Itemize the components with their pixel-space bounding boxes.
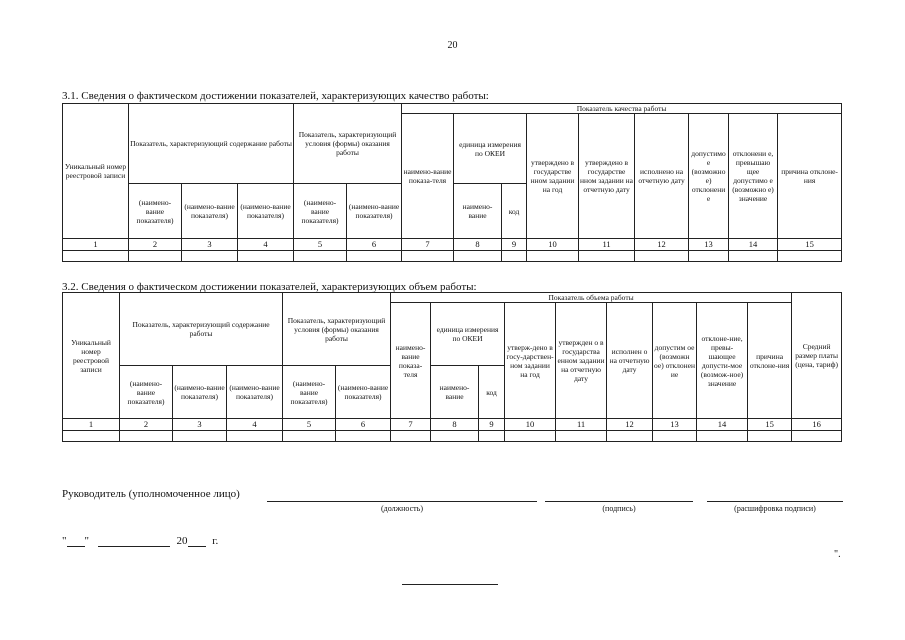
empty-cell[interactable] xyxy=(238,251,294,262)
header-content-indicator-3: (наимено-вание показателя) xyxy=(238,184,294,239)
empty-cell[interactable] xyxy=(556,431,607,442)
column-number: 11 xyxy=(579,239,635,251)
column-number: 11 xyxy=(556,419,607,431)
header-volume-group: Показатель объема работы xyxy=(391,293,792,303)
column-number: 14 xyxy=(697,419,748,431)
column-number: 6 xyxy=(347,239,402,251)
header-unique-number: Уникальный номер реестровой записи xyxy=(63,293,120,419)
empty-cell[interactable] xyxy=(653,431,697,442)
column-number: 15 xyxy=(748,419,792,431)
section-title-quality: 3.1. Сведения о фактическом достижении показателей, характеризующих качество работы: xyxy=(62,90,489,102)
column-number: 6 xyxy=(336,419,391,431)
column-number: 9 xyxy=(502,239,527,251)
header-condition-indicator-1: (наимено-вание показателя) xyxy=(283,366,336,419)
column-number: 10 xyxy=(505,419,556,431)
header-indicator-name: наимено-вание показа-теля xyxy=(402,114,454,239)
column-number: 14 xyxy=(729,239,778,251)
header-condition-indicator-1: (наимено-вание показателя) xyxy=(294,184,347,239)
column-numbers-row xyxy=(63,239,842,251)
header-conditions-group: Показатель, характеризующий условия (формы) оказания работы xyxy=(294,104,402,184)
volume-table xyxy=(62,292,842,442)
header-unit-name: наимено-вание xyxy=(454,184,502,239)
footer-separator xyxy=(402,584,498,585)
empty-cell[interactable] xyxy=(173,431,227,442)
header-unit-group: единица измерения по ОКЕИ xyxy=(431,303,505,366)
column-number: 4 xyxy=(227,419,283,431)
header-quality-group: Показатель качества работы xyxy=(402,104,842,114)
year-prefix: 20 xyxy=(176,535,188,547)
empty-cell[interactable] xyxy=(227,431,283,442)
header-reason: причина отклоне-ния xyxy=(778,114,842,239)
header-content-indicator-2: (наимено-вание показателя) xyxy=(173,366,227,419)
year-blank[interactable] xyxy=(188,536,206,547)
empty-cell[interactable] xyxy=(729,251,778,262)
empty-cell[interactable] xyxy=(182,251,238,262)
column-number: 8 xyxy=(454,239,502,251)
trailing-quote: ". xyxy=(834,549,841,560)
empty-cell[interactable] xyxy=(63,431,120,442)
column-number: 7 xyxy=(402,239,454,251)
column-number: 5 xyxy=(294,239,347,251)
header-fulfilled: исполнен о на отчетную дату xyxy=(607,303,653,419)
header-unit-name: наимено-вание xyxy=(431,366,479,419)
header-approved-date: утверждено в государстве нном задании на отчетную дату xyxy=(579,114,635,239)
header-fulfilled: исполнено на отчетную дату xyxy=(635,114,689,239)
column-number: 2 xyxy=(120,419,173,431)
signature-line[interactable] xyxy=(545,501,693,502)
decoding-caption: (расшифровка подписи) xyxy=(734,504,816,513)
header-condition-indicator-2: (наимено-вание показателя) xyxy=(347,184,402,239)
empty-cell[interactable] xyxy=(502,251,527,262)
column-number: 3 xyxy=(182,239,238,251)
header-allowed-deviation: допустимо е (возможно е) отклонени е xyxy=(689,114,729,239)
column-number: 5 xyxy=(283,419,336,431)
column-numbers-row xyxy=(63,419,842,431)
year-suffix: г. xyxy=(212,535,219,547)
empty-cell[interactable] xyxy=(402,251,454,262)
decoding-line[interactable] xyxy=(707,501,843,502)
header-conditions-group: Показатель, характеризующий условия (формы) оказания работы xyxy=(283,293,391,366)
header-exceeding-deviation: отклоне-ние, превы-шающее допусти-мое (возмож-ное) значение xyxy=(697,303,748,419)
quality-table xyxy=(62,103,842,262)
header-unit-code: код xyxy=(502,184,527,239)
empty-cell[interactable] xyxy=(129,251,182,262)
empty-cell[interactable] xyxy=(527,251,579,262)
empty-cell[interactable] xyxy=(391,431,431,442)
column-number: 10 xyxy=(527,239,579,251)
column-number: 4 xyxy=(238,239,294,251)
empty-cell[interactable] xyxy=(283,431,336,442)
header-content-group: Показатель, характеризующий содержание работы xyxy=(129,104,294,184)
section-title-volume: 3.2. Сведения о фактическом достижении показателей, характеризующих объем работы: xyxy=(62,281,477,293)
position-line[interactable] xyxy=(267,501,537,502)
empty-cell[interactable] xyxy=(63,251,129,262)
column-number: 8 xyxy=(431,419,479,431)
date-line xyxy=(62,535,218,547)
empty-cell[interactable] xyxy=(635,251,689,262)
column-number: 16 xyxy=(792,419,842,431)
empty-cell[interactable] xyxy=(778,251,842,262)
column-number: 1 xyxy=(63,419,120,431)
month-blank[interactable] xyxy=(98,536,170,547)
header-allowed-deviation: допустим ое (возможн ое) отклонен ие xyxy=(653,303,697,419)
empty-cell[interactable] xyxy=(505,431,556,442)
column-number: 7 xyxy=(391,419,431,431)
header-average-fee: Средний размер платы (цена, тариф) xyxy=(792,293,842,419)
column-number: 9 xyxy=(479,419,505,431)
header-content-indicator-2: (наимено-вание показателя) xyxy=(182,184,238,239)
column-number: 2 xyxy=(129,239,182,251)
column-number: 3 xyxy=(173,419,227,431)
header-condition-indicator-2: (наимено-вание показателя) xyxy=(336,366,391,419)
empty-cell[interactable] xyxy=(336,431,391,442)
empty-cell[interactable] xyxy=(347,251,402,262)
column-number: 1 xyxy=(63,239,129,251)
header-approved-date: утвержден о в государства енном задании на отчетную дату xyxy=(556,303,607,419)
header-indicator-name: наимено-вание показа-теля xyxy=(391,303,431,419)
empty-cell[interactable] xyxy=(748,431,792,442)
column-number: 15 xyxy=(778,239,842,251)
day-blank[interactable] xyxy=(67,536,85,547)
empty-cell[interactable] xyxy=(579,251,635,262)
header-exceeding-deviation: отклонени е, превышаю щее допустимо е (возможно е) значение xyxy=(729,114,778,239)
header-content-indicator-3: (наимено-вание показателя) xyxy=(227,366,283,419)
column-number: 12 xyxy=(607,419,653,431)
position-caption: (должность) xyxy=(381,504,423,513)
column-number: 13 xyxy=(689,239,729,251)
column-number: 13 xyxy=(653,419,697,431)
header-unit-code: код xyxy=(479,366,505,419)
empty-cell[interactable] xyxy=(120,431,173,442)
header-content-indicator-1: (наимено-вание показателя) xyxy=(129,184,182,239)
header-approved-year: утверж-дено в госу-дарствен-ном задании на год xyxy=(505,303,556,419)
header-reason: причина отклоне-ния xyxy=(748,303,792,419)
signature-label: Руководитель (уполномоченное лицо) xyxy=(62,488,240,500)
close-quote-day: " xyxy=(84,535,89,547)
column-number: 12 xyxy=(635,239,689,251)
empty-cell[interactable] xyxy=(294,251,347,262)
empty-cell[interactable] xyxy=(689,251,729,262)
header-content-group: Показатель, характеризующий содержание работы xyxy=(120,293,283,366)
header-approved-year: утверждено в государстве нном задании на год xyxy=(527,114,579,239)
empty-cell[interactable] xyxy=(479,431,505,442)
header-unique-number: Уникальный номер реестровой записи xyxy=(63,104,129,239)
table-row xyxy=(63,431,842,442)
page-number: 20 xyxy=(447,40,458,51)
empty-cell[interactable] xyxy=(431,431,479,442)
header-unit-group: единица измерения по ОКЕИ xyxy=(454,114,527,184)
empty-cell[interactable] xyxy=(697,431,748,442)
empty-cell[interactable] xyxy=(454,251,502,262)
signature-caption: (подпись) xyxy=(602,504,636,513)
header-content-indicator-1: (наимено-вание показателя) xyxy=(120,366,173,419)
empty-cell[interactable] xyxy=(607,431,653,442)
table-row xyxy=(63,251,842,262)
empty-cell[interactable] xyxy=(792,431,842,442)
open-quote: " xyxy=(62,535,67,547)
